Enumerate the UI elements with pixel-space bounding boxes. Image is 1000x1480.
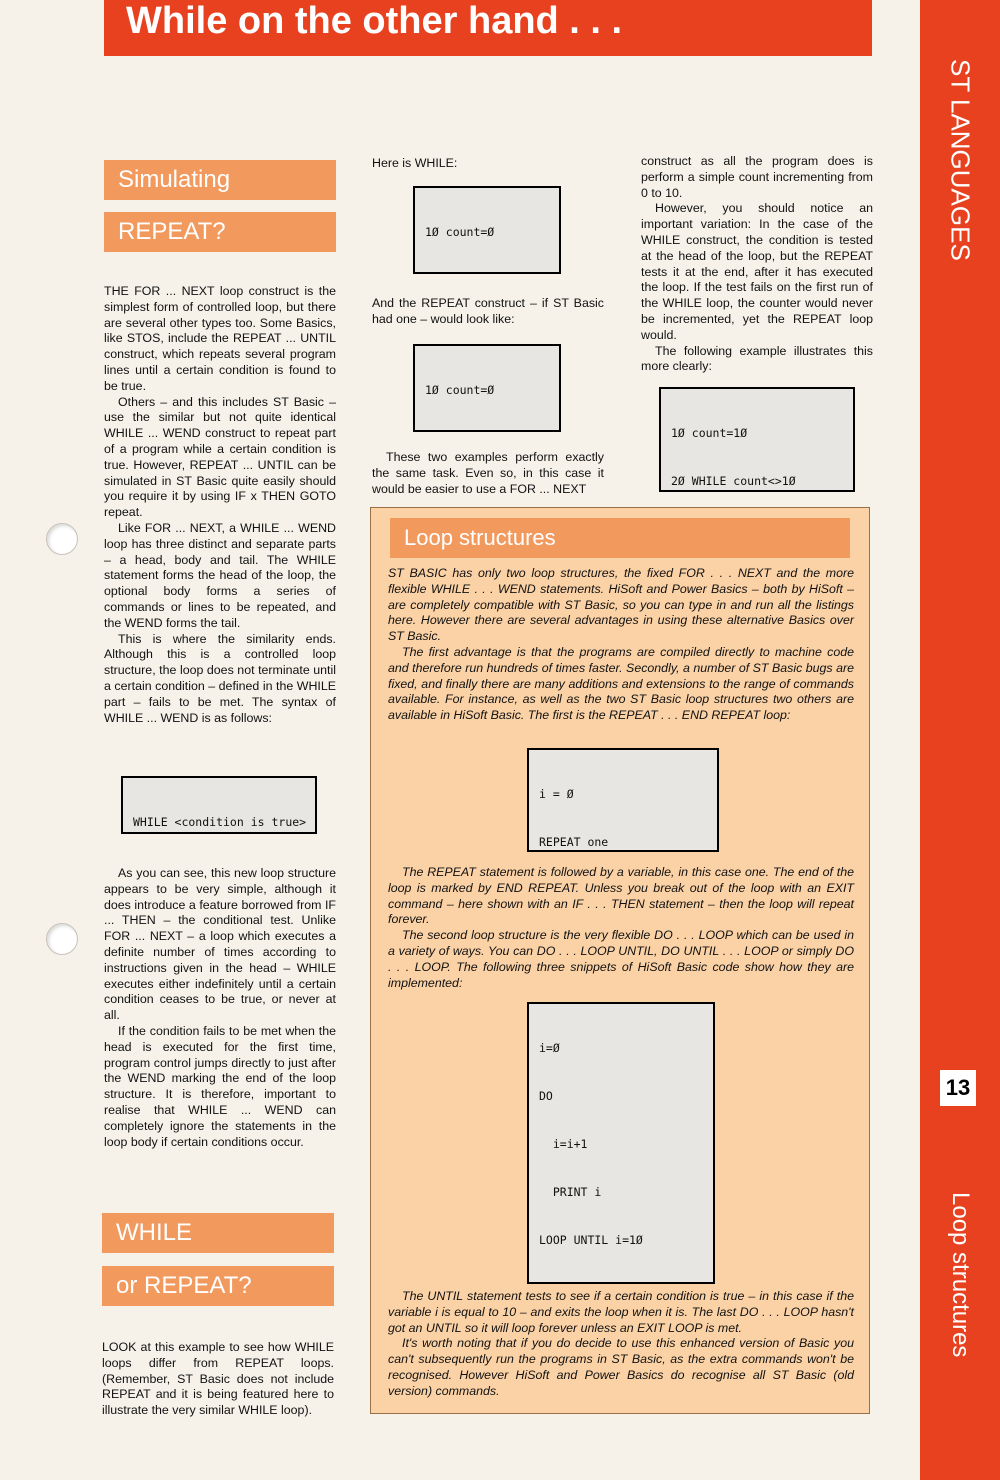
section-heading: WHILE — [102, 1213, 334, 1253]
paragraph: This is where the similarity ends. Although this is a controlled loop structure, the loop does not terminate until a certain condition – defined in the WHILE part – fails to be met. The syntax of WHILE ... WEND is as follows: — [104, 631, 336, 725]
paragraph: The following example illustrates this more clearly: — [641, 343, 873, 374]
code-line: 1Ø count=Ø — [425, 225, 495, 239]
paragraph: If the condition fails to be met when the head is executed for the first time, program control jumps directly to just after the WEND marking the end of the loop structure. It is therefore, important to realise that WHILE ... WEND can completely ignore the statements in the loop body if certain conditions occur. — [104, 1023, 336, 1149]
paragraph: THE FOR ... NEXT loop construct is the simplest form of controlled loop, but there are several other types too. Some Basics, like STOS, include the REPEAT ... UNTIL construct, which repeats several program lines until a certain condition is found to be true. — [104, 284, 336, 393]
paragraph: However, you should notice an important variation: In the case of the WHILE construct, the condition is tested at the head of the loop, but the REPEAT tests it at the end, after it has executed the loop. If the test fails on the first run of the WHILE loop, the counter would never be incremented, yet the REPEAT loop would. — [641, 201, 873, 342]
code-line: i = Ø — [539, 787, 574, 801]
binder-hole — [46, 923, 78, 955]
code-line: 1Ø count=Ø — [425, 383, 495, 397]
code-line — [539, 1280, 703, 1284]
code-line — [425, 430, 549, 432]
page-title: While on the other hand . . . — [104, 0, 872, 56]
section-heading: REPEAT? — [104, 212, 336, 252]
topic-label: Loop structures — [947, 1192, 974, 1358]
column2-intro — [372, 156, 604, 172]
column3-text — [641, 154, 873, 375]
code-line: 1Ø count=1Ø — [671, 426, 748, 440]
paragraph: Here is WHILE: — [372, 156, 458, 170]
paragraph: The first advantage is that the programs are compiled directly to machine code and therefore run hundreds of times faster. Secondly, a number of ST Basic bugs are fixed, and finally there are many additions and extensions to the range of commands available. For instance, as well as the two ST Basic loop structures two others are available in HiSoft Basic. The first is the REPEAT . . . END REPEAT loop: — [388, 644, 854, 723]
paragraph: Like FOR ... NEXT, a WHILE ... WEND loop has three distinct and separate parts – a head, body and tail. The WHILE statement forms the head of the loop, the optional body forms a series of commands or lines to be repeated, and the WEND forms the tail. — [104, 520, 336, 630]
code-listing — [121, 776, 317, 834]
paragraph: LOOK at this example to see how WHILE loops differ from REPEAT loops. (Remember, ST Basic does not include REPEAT and it is being featured here to illustrate the very similar WHILE loop). — [102, 1340, 334, 1418]
code-line: PRINT i — [539, 1185, 602, 1199]
box-text-1 — [388, 566, 854, 724]
binder-hole — [46, 523, 78, 555]
column1-text — [104, 284, 336, 726]
code-listing — [659, 387, 855, 492]
code-line — [425, 272, 549, 274]
code-line: 2Ø WHILE count<>1Ø — [671, 474, 796, 488]
code-line: WHILE <condition is true> — [133, 815, 307, 829]
paragraph: construct as all the program does is perform a simple count incrementing from 0 to 10. — [641, 154, 873, 200]
box-text-2 — [388, 865, 854, 991]
paragraph: And the REPEAT construct – if ST Basic had one – would look like: — [372, 296, 604, 326]
column2-end — [372, 450, 604, 497]
code-line: i=Ø — [539, 1041, 560, 1055]
column1-text-2 — [104, 866, 336, 1150]
column2-mid — [372, 296, 604, 328]
column1-text-3 — [102, 1340, 334, 1419]
section-heading: Simulating — [104, 160, 336, 200]
code-line: i=i+1 — [539, 1137, 588, 1151]
paragraph: Others – and this includes ST Basic – use the similar but not quite identical WHILE ... WEND construct to repeat part of a program while a certain condition is true. However, REPEAT ... UNTIL can be simulated in ST Basic quite easily should you require it by using IF x THEN GOTO repeat. — [104, 394, 336, 520]
paragraph: ST BASIC has only two loop structures, the fixed FOR . . . NEXT and the more flexible WHILE . . . WEND statements. HiSoft and Power Basics – both by HiSoft – are completely compatible with ST Basic, so you can type in and run all the listings here. However there are several advantages in using these alternative Basics over ST Basic. — [388, 566, 854, 644]
paragraph: It's worth noting that if you do decide to use this enhanced version of Basic you can't subsequently run the programs in ST Basic, as the extra commands won't be recognised. However HiSoft and Power Basics do recognise all ST Basic (old version) commands. — [388, 1336, 854, 1398]
code-line: LOOP UNTIL i=1Ø — [539, 1233, 643, 1247]
paragraph: The REPEAT statement is followed by a variable, in this case one. The end of the loop is marked by END REPEAT. Unless you break out of the loop with an EXIT command – here shown with an IF . . . THEN statement – then the loop will repeat forever. — [388, 865, 854, 927]
code-listing — [527, 748, 719, 852]
section-label: ST LANGUAGES — [945, 59, 976, 261]
box-title: Loop structures — [390, 518, 850, 558]
section-heading: or REPEAT? — [102, 1266, 334, 1306]
code-listing — [413, 186, 561, 274]
code-listing — [413, 344, 561, 432]
paragraph: As you can see, this new loop structure appears to be very simple, although it does introduce a feature borrowed from IF ... THEN – the conditional test. Unlike FOR ... NEXT – a loop which executes a definite number of times according to instructions given in the head – WHILE executes either indefinitely until a certain condition ceases to be true, or never at all. — [104, 866, 336, 1023]
page-number: 13 — [940, 1070, 976, 1106]
box-text-3 — [388, 1289, 854, 1400]
paragraph: The second loop structure is the very flexible DO . . . LOOP which can be used in a variety of ways. You can DO . . . LOOP UNTIL, DO UNTIL . . . LOOP or simply DO . . . LOOP. The following three snippets of HiSoft Basic code show how they are implemented: — [388, 928, 854, 990]
paragraph: The UNTIL statement tests to see if a certain condition is true – in this case if the variable i is equal to 10 – and exits the loop when it is. The last DO . . . LOOP hasn't got an UNTIL so it will loop forever unless an EXIT LOOP is met. — [388, 1289, 854, 1335]
sidebar — [920, 0, 1000, 1480]
code-line: DO — [539, 1089, 553, 1103]
paragraph: These two examples perform exactly the same task. Even so, in this case it would be easier to use a FOR ... NEXT — [372, 450, 604, 496]
code-line: REPEAT one — [539, 835, 609, 849]
code-listing — [527, 1002, 715, 1284]
